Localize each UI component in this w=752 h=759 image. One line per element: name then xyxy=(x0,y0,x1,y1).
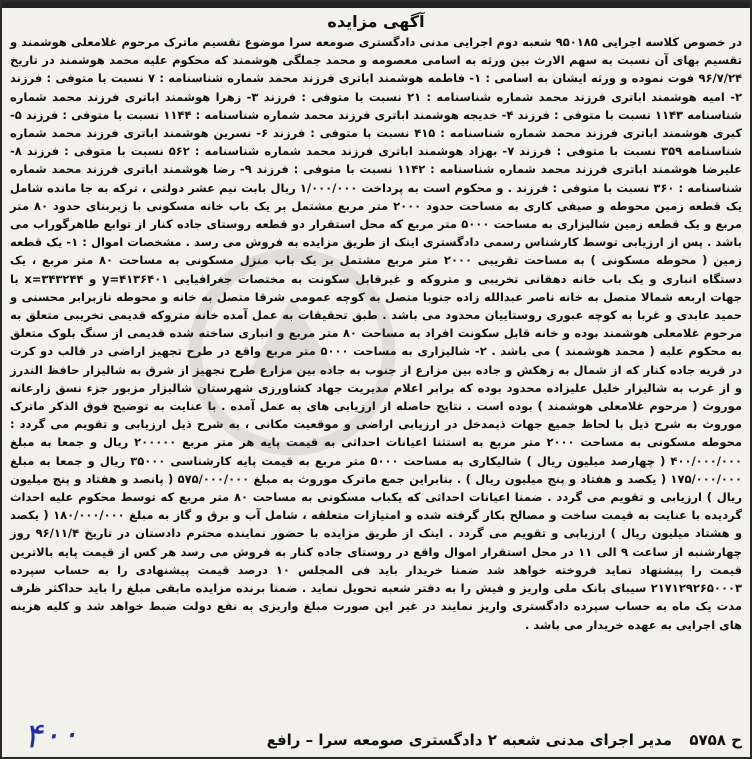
handwritten-stamp xyxy=(23,713,80,757)
notice-body: در خصوص کلاسه اجرایی ۹۵۰۱۸۵ شعبه دوم اجرایی مدنی دادگستری صومعه سرا موضوع تقسیم ماترک مرحوم غلامعلی هوشمند و تقسیم بهای آن نسبت به سهم الارث بین ورثه به اسامی معصومه و محمد جملگی هوشمند که محکوم علیه محمد هوشمند در تاریخ ۹۶/۷/۲۴ فوت نموده و ورثه ایشان به اسامی : ۱- فاطمه هوشمند اباتری فرزند محمد شماره شناسنامه : ۷ نسبت با متوفی : فرزند ۲- امیه هوشمند اباتری فرزند محمد شماره شناسنامه : ۲۱ نسبت با متوفی : فرزند ۳- زهرا هوشمند اباتری فرزند محمد شماره شناسنامه ۱۱۴۳ نسبت با متوفی : فرزند ۴- خدیجه هوشمند اباتری فرزند محمد شماره شناسنامه : ۱۱۴۴ نسبت با متوفی : فرزند ۵- کبری هوشمند اباتری فرزند محمد شماره شناسنامه : ۴۱۵ نسبت با متوفی : فرزند ۶- نسرین هوشمند اباتری فرزند محمد شماره شناسنامه ۳۵۹ نسبت با متوفی : فرزند ۷- بهزاد هوشمند اباتری فرزند محمد شماره شناسنامه : ۵۶۲ نسبت با متوفی : فرزند ۸- علیرضا هوشمند اباتری فرزند محمد شماره شناسنامه : ۱۱۴۲ نسبت با متوفی : فرزند ۹- رضا هوشمند اباتری فرزند محمد شماره شناسنامه : ۳۶۰ نسبت با متوفی : فرزند . و محکوم است به پرداخت ۱/۰۰۰/۰۰۰ ریال بابت نیم عشر دولتی ، ترکه به جا مانده شامل یک قطعه زمین محوطه و صیفی کاری به مساحت حدود ۲۰۰۰ متر مربع مشتمل بر یک باب خانه مسکونی با زیربنای حدود ۸۰ متر مربع و یک قطعه زمین شالیزاری به مساحت ۵۰۰۰ متر مربع که محل استقرار دو قطعه روستای جاده کنار از توابع طاهرگوراب می باشد . پس از ارزیابی توسط کارشناس رسمی دادگستری اینک از طریق مزایده به فروش می رسد . مشخصات اموال : ۱- یک قطعه زمین ( محوطه مسکونی ) به مساحت تقریبی ۲۰۰۰ متر مربع مشتمل بر یک باب منزل مسکونی به مساحت ۸۰ متر مربع ، یک دستگاه انباری و یک باب خانه دهقانی تخریبی و متروکه و غیرقابل سکونت به مختصات جغرافیایی y=۴۱۳۶۴۰۱ و x=۳۴۳۲۴۴ با جهات اربعه شمالا متصل به خانه ناصر عبدالله زاده جنوبا متصل به کوچه عمومی شرقا متصل به خانه و محوطه نازبرابر محسنی و حمید عابدی و غربا به کوچه عبوری روستاییان محدود می باشد . طبق تحقیقات به عمل آمده خانه متروکه قدیمی تخریبی متعلق به مرحوم غلامعلی هوشمند بوده و خانه قابل سکونت افراد به مساحت ۸۰ متر مربع و انباری ساخته شده قدیمی از سنگ بلوک متعلق به محکوم علیه ( محمد هوشمند ) می باشد . ۲- شالیزاری به مساحت ۵۰۰۰ متر مربع واقع در طرح تجهیز اراضی در قالب دو کرت در قریه جاده کنار که از شمال به زهکش و جاده بین مزارع از جنوب به جاده بین مزارع طرح تجهیز از شرق به شالیزار حافظ الندرز و از غرب به شالیزار خلیل علیزاده محدود بوده که برابر اعلام مدیریت جهاد کشاورزی شهرستان شالیزار مزبور جزء نسق زارعانه موروث ( مرحوم غلامعلی هوشمند ) بوده است . نتایج حاصله از ارزیابی های به عمل آمده . با عنایت به توضیح فوق الذکر ماترک موروث به شرح ذیل با لحاظ جمیع جهات ذیمدخل در ارزیابی اراضی و موقعیت مکانی ، به شرح ذیل ارزیابی و تقویم می گردد : محوطه مسکونی به مساحت ۲۰۰۰ متر مربع به استثنا اعیانات احداثی به قیمت پایه هر متر مربع ۲۰۰۰۰۰ ریال و جمعا به مبلغ ۴۰۰/۰۰۰/۰۰۰ ( چهارصد میلیون ریال ) شالیکاری به مساحت ۵۰۰۰ متر مربع به قیمت پایه کارشناسی ۳۵۰۰۰ ریال و جمعا به مبلغ ۱۷۵/۰۰۰/۰۰۰ ( یکصد و هفتاد و پنج میلیون ریال ) . بنابراین جمع ماترک موروث به مبلغ ۵۷۵/۰۰۰/۰۰۰ ( پانصد و هفتاد و پنج میلیون ریال ) ارزیابی و تقویم می گردد . ضمنا اعیانات احداثی که یکباب مسکونی به مساحت ۸۰ متر مربع که توسط محکوم علیه احداث گردیده با عنایت به قیمت ساخت و مصالح بکار گرفته شده و امتیازات متعلقه ، شامل آب و برق و گاز به مبلغ ۱۸۰/۰۰۰/۰۰۰ ( یکصد و هشتاد میلیون ریال ) ارزیابی و تقویم می گردد . اینک از طریق مزایده با حضور نماینده محترم دادستان در تاریخ ۹۶/۱۱/۴ روز چهارشنبه از ساعت ۹ الی ۱۱ در محل استقرار اموال واقع در روستای جاده کنار به فروش می رسد هر کس از قیمت پایه بالاترین قیمت را پیشنهاد نماید فروخته خواهد شد ضمنا خریدار باید فی المجلس ۱۰ درصد قیمت پیشنهادی را به حساب سپرده ۲۱۷۱۲۹۲۶۵۰۰۰۳ سیبای بانک ملی واریز و فیش را به دفتر شعبه تحویل نماید . ضمنا برنده مزایده مابقی مبلغ را باید حداکثر ظرف مدت یک ماه به حساب سپرده دادگستری واریز نمایند در غیر این صورت مبلغ واریزی به نفع دولت ضبط خواهد شد و کلیه هزینه های اجرایی به عهده خریدار می باشد . xyxy=(10,35,743,632)
footer-code: ح ۵۷۵۸ xyxy=(689,731,742,749)
notice-footer xyxy=(10,711,742,755)
stamp-text: ۴۰۰ xyxy=(22,713,81,757)
signature-line xyxy=(267,731,742,749)
notice-title: آگهی مزایده xyxy=(327,12,425,31)
top-edge-strip xyxy=(2,2,750,8)
footer-signature: مدیر اجرای مدنی شعبه ۲ دادگستری صومعه سرا – رافع xyxy=(266,731,673,749)
